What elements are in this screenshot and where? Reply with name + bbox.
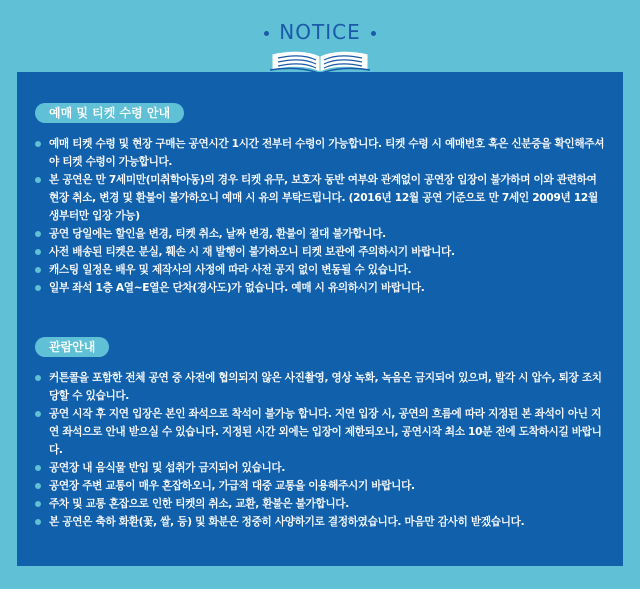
bullet-icon bbox=[35, 465, 41, 471]
list-item-text: 사전 배송된 티켓은 분실, 훼손 시 재 발행이 불가하오니 티켓 보관에 주의하시기 바랍니다. bbox=[49, 246, 455, 258]
list-item bbox=[35, 225, 605, 243]
ticket-notice-list bbox=[35, 135, 605, 297]
list-item bbox=[35, 369, 605, 405]
list-item bbox=[35, 261, 605, 279]
list-item-text: 본 공연은 축하 화환(꽃, 쌀, 등) 및 화분은 정중히 사양하기로 결정하였습니다. 마음만 감사히 받겠습니다. bbox=[49, 516, 525, 528]
viewing-notice-list bbox=[35, 369, 605, 531]
list-item bbox=[35, 495, 605, 513]
list-item-text: 주차 및 교통 혼잡으로 인한 티켓의 취소, 교환, 환불은 불가합니다. bbox=[49, 498, 349, 510]
list-item bbox=[35, 279, 605, 297]
bullet-icon bbox=[35, 519, 41, 525]
list-item bbox=[35, 459, 605, 477]
list-item-text: 일부 좌석 1층 A열~E열은 단차(경사도)가 없습니다. 예매 시 유의하시기 바랍니다. bbox=[49, 282, 425, 294]
list-item bbox=[35, 513, 605, 531]
notice-panel bbox=[17, 72, 623, 566]
viewing-section-heading: 관람안내 bbox=[35, 337, 109, 357]
notice-header bbox=[0, 0, 640, 80]
list-item-text: 커튼콜을 포함한 전체 공연 중 사전에 협의되지 않은 사진촬영, 영상 녹화, 녹음은 금지되어 있으며, 발각 시 압수, 퇴장 조치 당할 수 있습니다. bbox=[49, 372, 602, 402]
bullet-icon bbox=[35, 249, 41, 255]
title-dot-right bbox=[371, 31, 376, 36]
bullet-icon bbox=[35, 177, 41, 183]
list-item-text: 공연 시작 후 지연 입장은 본인 좌석으로 착석이 불가능 합니다. 지연 입장 시, 공연의 흐름에 따라 지정된 본 좌석이 아닌 지연 좌석으로 안내 받으실 수 있습니다. 지정된 시간 외에는 입장이 제한되오니, 공연시작 최소 10분 전에 도착하시길 바랍니다. bbox=[49, 408, 602, 456]
list-item-text: 공연 당일에는 할인을 변경, 티켓 취소, 날짜 변경, 환불이 절대 불가합니다. bbox=[49, 228, 386, 240]
list-item bbox=[35, 405, 605, 459]
notice-title-row bbox=[0, 20, 640, 44]
bullet-icon bbox=[35, 141, 41, 147]
title-dot-left bbox=[264, 31, 269, 36]
list-item-text: 공연장 내 음식물 반입 및 섭취가 금지되어 있습니다. bbox=[49, 462, 286, 474]
bullet-icon bbox=[35, 483, 41, 489]
list-item bbox=[35, 477, 605, 495]
list-item-text: 본 공연은 만 7세미만(미취학아동)의 경우 티켓 유무, 보호자 동반 여부와 관계없이 공연장 입장이 불가하며 이와 관련하여 현장 취소, 변경 및 환불이 불가하오니 예매 시 유의 부탁드립니다. (2016년 12월 공연 기준으로 만 7세인 2009년 12월생부터만 입장 가능) bbox=[49, 174, 598, 222]
bullet-icon bbox=[35, 285, 41, 291]
bullet-icon bbox=[35, 267, 41, 273]
list-item-text: 공연장 주변 교통이 매우 혼잡하오니, 가급적 대중 교통을 이용해주시기 바랍니다. bbox=[49, 480, 415, 492]
bullet-icon bbox=[35, 231, 41, 237]
list-item bbox=[35, 243, 605, 261]
bullet-icon bbox=[35, 375, 41, 381]
list-item bbox=[35, 171, 605, 225]
ticket-section-heading: 예매 및 티켓 수령 안내 bbox=[35, 103, 184, 123]
notice-title: NOTICE bbox=[279, 20, 361, 44]
list-item-text: 예매 티켓 수령 및 현장 구매는 공연시간 1시간 전부터 수령이 가능합니다. 티켓 수령 시 예매번호 혹은 신분증을 확인해주셔야 티켓 수령이 가능합니다. bbox=[49, 138, 605, 168]
viewing-section bbox=[35, 336, 605, 531]
bullet-icon bbox=[35, 501, 41, 507]
bullet-icon bbox=[35, 411, 41, 417]
ticket-section bbox=[35, 102, 605, 297]
list-item-text: 캐스팅 일정은 배우 및 제작사의 사정에 따라 사전 공지 없이 변동될 수 있습니다. bbox=[49, 264, 412, 276]
list-item bbox=[35, 135, 605, 171]
